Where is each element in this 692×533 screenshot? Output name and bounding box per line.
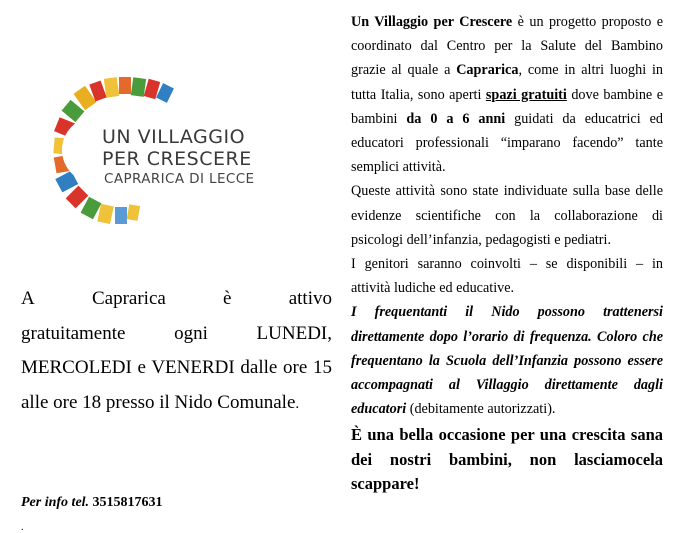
schedule-announcement	[21, 282, 332, 421]
intro-text-c: dove bambine e bambini	[351, 86, 663, 127]
paragraph-evidence: Queste attività sono state individuate sulla base delle evidenze scientifiche con la collaborazione di psicologi dell’infanzia, pedagogisti e pediatri.	[351, 183, 663, 248]
town-name: Caprarica	[91, 288, 166, 309]
info-phone-line	[21, 495, 163, 511]
intro-text-a: è un progetto proposto e coordinato dal Centro per la Salute del Bambino grazie al quale a	[351, 14, 663, 79]
intro-text-b: , come in altri luoghi in tutta Italia, sono aperti	[351, 62, 663, 103]
logo-line-3: CAPRARICA DI LECCE	[104, 171, 255, 187]
intro-text-d: guidati da educatrici ed educatori professionali “imparano facendo” tante semplici attività.	[351, 110, 663, 176]
logo-line-2: PER CRESCERE	[102, 148, 252, 170]
intro-town: Caprarica	[456, 62, 519, 79]
announcement-period: .	[295, 395, 300, 412]
place-name: Comunale	[217, 391, 296, 413]
info-label: Per info tel.	[21, 495, 90, 510]
word-a: A	[21, 288, 35, 309]
project-description	[351, 10, 663, 497]
schedule-text: gratuitamente ogni LUNEDI, MERCOLEDI e VENERDI dalle ore 15 alle ore 18 presso il Nido	[21, 322, 332, 413]
phone-number[interactable]: 3515817631	[92, 495, 163, 510]
closing-message: È una bella occasione per una crescita sana dei nostri bambini, non lasciamocela scappare!	[351, 425, 663, 494]
nido-note-rest: (debitamente autorizzati).	[406, 401, 556, 418]
word-e: è	[223, 288, 232, 309]
project-name: Un Villaggio per Crescere	[351, 14, 513, 30]
paragraph-parents: I genitori saranno coinvolti – se disponibili – in attività ludiche ed educative.	[351, 256, 663, 297]
age-range: da 0 a 6 anni	[406, 110, 506, 127]
word-attivo: attivo	[288, 288, 332, 309]
logo-line-1: UN VILLAGGIO	[102, 126, 246, 148]
free-spaces: spazi gratuiti	[485, 86, 567, 103]
nido-note: I frequentanti il Nido possono trattenersi direttamente dopo l’orario di frequenza. Coloro che frequentano la Scuola dell’Infanzia possono essere accompagnati al Villaggio direttamente dagli educatori	[351, 304, 663, 418]
footer-dot: .	[21, 522, 24, 533]
paragraph-nido	[351, 300, 663, 421]
paragraph-intro	[351, 10, 663, 179]
village-logo	[48, 76, 278, 231]
